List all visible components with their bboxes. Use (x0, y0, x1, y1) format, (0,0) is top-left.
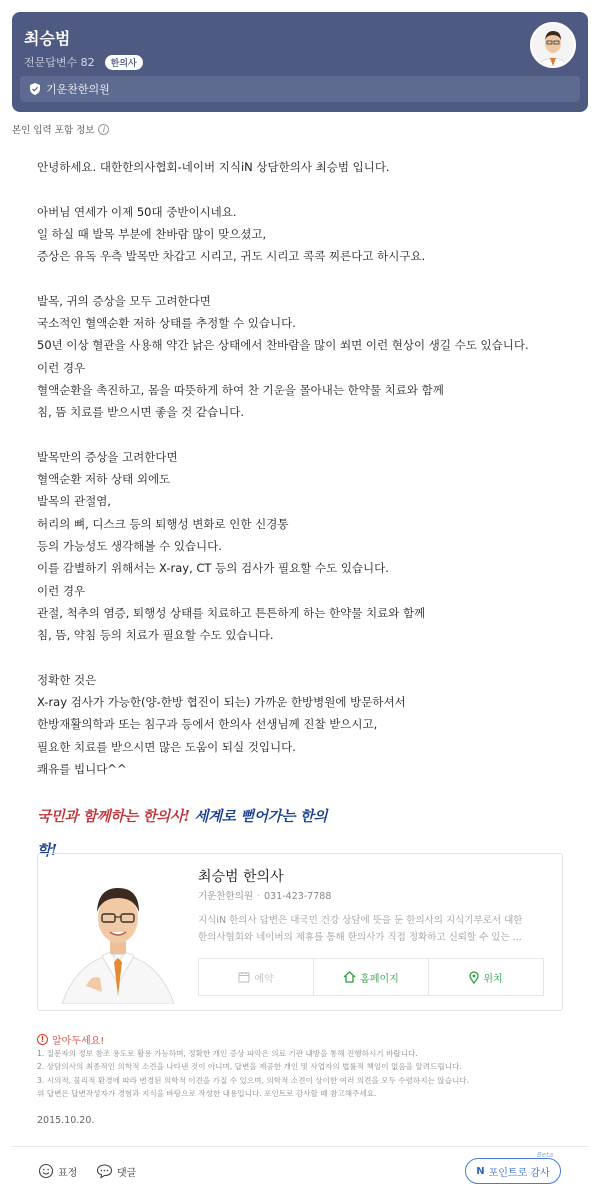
calendar-icon (238, 971, 250, 983)
naver-n-icon: N (476, 1165, 485, 1177)
slogan-part2: 세계로 뻗어가는 한의학! (37, 808, 328, 859)
answer-body (37, 156, 577, 780)
comment-button[interactable] (96, 1163, 136, 1179)
answerer-subinfo (24, 54, 143, 70)
point-thanks-button[interactable] (465, 1158, 561, 1184)
card-phone[interactable]: 031-423-7788 (264, 891, 332, 902)
answer-line (37, 647, 577, 669)
answerer-name[interactable]: 최승범 (24, 29, 71, 48)
answer-line: 혈액순환을 촉진하고, 몸을 따뜻하게 하여 찬 기운을 몰아내는 한약물 치료와 함께 (37, 382, 444, 397)
answer-line: 침, 뜸 치료를 받으시면 좋을 것 같습니다. (37, 405, 244, 420)
answer-line: 정확한 것은 (37, 672, 97, 687)
answer-date: 2015.10.20. (37, 1115, 95, 1126)
answer-line: 아버님 연세가 이제 50대 중반이시네요. (37, 204, 237, 219)
answer-line: 발목, 귀의 증상을 모두 고려한다면 (37, 293, 211, 308)
doctor-badge: 한의사 (105, 55, 143, 70)
info-icon[interactable]: i (98, 124, 109, 135)
divider (12, 1146, 588, 1147)
notice-title (37, 1031, 577, 1047)
institution-bar[interactable] (20, 76, 580, 102)
doctor-profile-card (37, 853, 563, 1011)
answer-line: 쾌유를 빕니다^^ (37, 762, 127, 777)
self-input-info (12, 122, 109, 136)
answer-line: 혈액순환 저하 상태 외에도 (37, 472, 171, 487)
homepage-label: 홈페이지 (360, 973, 399, 985)
answer-line: 허리의 뼈, 디스크 등의 퇴행성 변화로 인한 신경통 (37, 516, 289, 531)
institution-name: 기운찬한의원 (46, 83, 110, 96)
card-action-buttons (198, 958, 544, 996)
doctor-photo[interactable] (58, 866, 178, 1004)
answer-line: 발목만의 증상을 고려한다면 (37, 449, 178, 464)
beta-label: Beta (537, 1151, 554, 1159)
notice-line: 2. 상담의사의 최종적인 의학적 소견을 나타낸 것이 아니며, 답변을 제공한 개인 및 사업자의 법률적 책임이 없음을 알려드립니다. (37, 1062, 462, 1072)
answer-line: 발목의 관절염, (37, 494, 111, 509)
answer-line (37, 424, 577, 446)
answer-line: 이런 경우 (37, 583, 86, 598)
notice-line: 위 답변은 답변작성자가 경험과 지식을 바탕으로 작성한 내용입니다. 포인트로 감사할 때 참고해주세요. (37, 1089, 377, 1099)
answer-line: 이런 경우 (37, 360, 86, 375)
slogan-banner (37, 800, 337, 859)
answer-line: 이를 감별하기 위해서는 X-ray, CT 등의 검사가 필요할 수도 있습니다. (37, 561, 389, 576)
home-icon (343, 971, 356, 983)
answer-line (37, 178, 577, 200)
answer-line: 등의 가능성도 생각해볼 수 있습니다. (37, 539, 222, 554)
answer-line (37, 267, 577, 289)
answer-line: 필요한 치료를 받으시면 많은 도움이 되실 것입니다. (37, 739, 296, 754)
answer-line: 한방재활의학과 또는 침구과 등에서 한의사 선생님께 진찰 받으시고, (37, 717, 378, 732)
answerer-header (12, 12, 588, 112)
speech-bubble-icon (96, 1163, 113, 1179)
notice-title-text: 알아두세요! (52, 1035, 105, 1047)
answer-line: 관절, 척추의 염증, 퇴행성 상태를 치료하고 튼튼하게 하는 한약물 치료와 함께 (37, 605, 426, 620)
card-meta: 기운찬한의원 · 031-423-7788 (198, 891, 332, 902)
location-pin-icon (469, 971, 479, 984)
warning-icon: ! (37, 1034, 48, 1045)
notice-section (37, 1031, 577, 1101)
emotion-button[interactable] (38, 1163, 77, 1179)
homepage-button[interactable] (314, 959, 429, 995)
answer-line: 증상은 유독 우측 발목만 차갑고 시리고, 귀도 시리고 콕콕 찌른다고 하시구요. (37, 249, 426, 264)
comment-label: 댓글 (117, 1167, 137, 1179)
self-input-info-label: 본인 입력 포함 정보 (12, 125, 95, 136)
card-clinic: 기운찬한의원 (198, 891, 254, 902)
answer-line: 안녕하세요. 대한한의사협회-네이버 지식iN 상담한의사 최승범 입니다. (37, 160, 390, 174)
answer-line: 50년 이상 혈관을 사용해 약간 낡은 상태에서 찬바람을 많이 쐬면 이런 현상이 생길 수도 있습니다. (37, 338, 529, 353)
avatar[interactable] (530, 22, 576, 68)
notice-line: 1. 질문자의 정보 참조 용도로 활용 가능하며, 정확한 개인 증상 파악은 의료 기관 내방을 통해 진행하시기 바랍니다. (37, 1049, 418, 1058)
card-doctor-name[interactable]: 최승범 한의사 (198, 869, 284, 885)
location-label: 위치 (483, 973, 503, 985)
notice-line: 3. 시의적, 물리적 환경에 따라 변경된 의학적 이견을 가질 수 있으며, 의학적 소견이 상이한 여러 의견을 모두 수렴하지는 않습니다. (37, 1075, 470, 1085)
card-desc-line2: 한의사협회와 네이버의 제휴를 통해 한의사가 직접 정확하고 신뢰할 수 있는 ... (198, 932, 522, 943)
emotion-label: 표정 (58, 1167, 78, 1179)
shield-check-icon (30, 83, 40, 95)
location-button[interactable] (429, 959, 543, 995)
answer-line: 침, 뜸, 약침 등의 치료가 필요할 수도 있습니다. (37, 628, 274, 643)
card-desc-line1: 지식iN 한의사 답변은 대국민 건강 상담에 뜻을 둔 한의사의 지식기부로서 대한 (198, 915, 523, 926)
answer-line: X-ray 검사가 가능한(양-한방 협진이 되는) 가까운 한방병원에 방문하셔서 (37, 695, 406, 710)
card-description[interactable] (198, 912, 548, 946)
reserve-label: 예약 (254, 973, 274, 985)
smile-icon (38, 1163, 54, 1179)
answer-line: 일 하실 때 발목 부분에 찬바람 많이 맞으셨고, (37, 226, 267, 241)
expert-answer-count: 전문답변수 82 (24, 56, 95, 69)
answer-line: 국소적인 혈액순환 저하 상태를 추정할 수 있습니다. (37, 316, 296, 331)
slogan-part1: 국민과 함께하는 한의사! (37, 808, 195, 825)
point-thanks-label: 포인트로 감사 (488, 1167, 550, 1179)
reserve-button[interactable] (199, 959, 314, 995)
